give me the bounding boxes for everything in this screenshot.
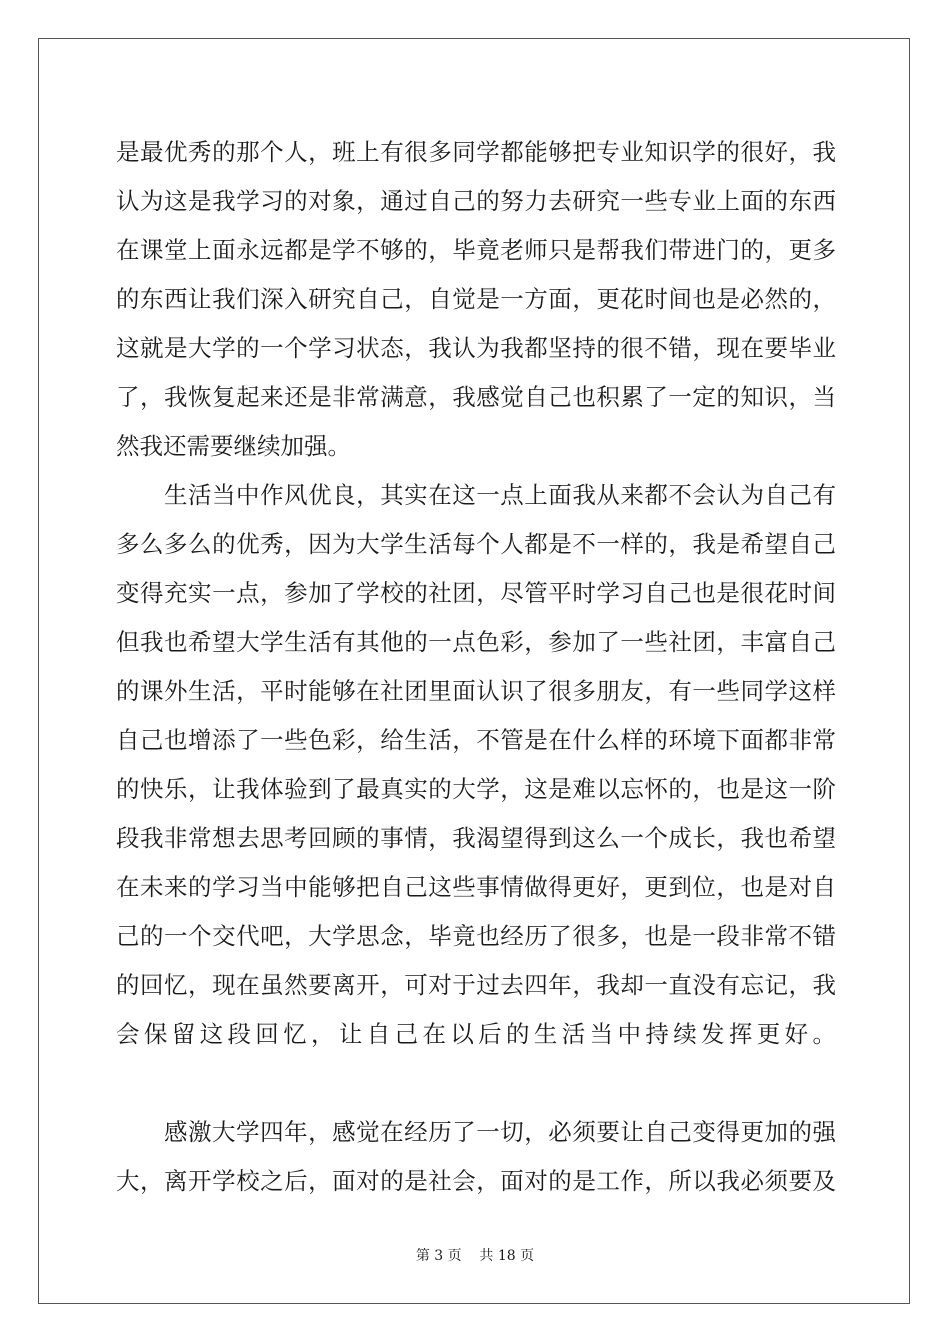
text-line: 认为这是我学习的对象，通过自己的努力去研究一些专业上面的东西 <box>116 187 836 215</box>
text-line: 但我也希望大学生活有其他的一点色彩，参加了一些社团，丰富自己 <box>116 628 836 656</box>
text-line: 多么多么的优秀，因为大学生活每个人都是不一样的，我是希望自己 <box>116 530 836 558</box>
text-line: 然我还需要继续加强。 <box>116 432 351 460</box>
document-body <box>116 128 836 1206</box>
text-line: 的回忆，现在虽然要离开，可对于过去四年，我却一直没有忘记，我 <box>116 971 836 999</box>
text-line: 大，离开学校之后，面对的是社会，面对的是工作，所以我必须要及 <box>116 1167 836 1195</box>
text-line: 的快乐，让我体验到了最真实的大学，这是难以忘怀的，也是这一阶 <box>116 775 836 803</box>
text-line: 生活当中作风优良，其实在这一点上面我从来都不会认为自己有 <box>164 481 836 509</box>
text-line: 在课堂上面永远都是学不够的，毕竟老师只是帮我们带进门的，更多 <box>116 236 836 264</box>
paragraph-3 <box>116 1108 836 1206</box>
text-line: 了，我恢复起来还是非常满意，我感觉自己也积累了一定的知识，当 <box>116 383 836 411</box>
text-line: 己的一个交代吧，大学思念，毕竟也经历了很多，也是一段非常不错 <box>116 922 836 950</box>
paragraph-1 <box>116 128 836 471</box>
text-line: 感激大学四年，感觉在经历了一切，必须要让自己变得更加的强 <box>164 1118 836 1146</box>
text-line: 是最优秀的那个人，班上有很多同学都能够把专业知识学的很好，我 <box>116 138 836 166</box>
text-line <box>116 1059 836 1108</box>
text-line: 段我非常想去思考回顾的事情，我渴望得到这么一个成长，我也希望 <box>116 824 836 852</box>
page-number-footer: 第 3 页 共 18 页 <box>415 1248 535 1264</box>
text-line: 这就是大学的一个学习状态，我认为我都坚持的很不错，现在要毕业 <box>116 334 836 362</box>
text-line: 的课外生活，平时能够在社团里面认识了很多朋友，有一些同学这样 <box>116 677 836 705</box>
text-line: 变得充实一点，参加了学校的社团，尽管平时学习自己也是很花时间 <box>116 579 836 607</box>
text-line: 在未来的学习当中能够把自己这些事情做得更好，更到位，也是对自 <box>116 873 836 901</box>
paragraph-2 <box>116 471 836 1108</box>
text-line: 会保留这段回忆，让自己在以后的生活当中持续发挥更好。 <box>116 1020 836 1048</box>
text-line: 的东西让我们深入研究自己，自觉是一方面，更花时间也是必然的， <box>116 285 836 313</box>
text-line: 自己也增添了一些色彩，给生活，不管是在什么样的环境下面都非常 <box>116 726 836 754</box>
